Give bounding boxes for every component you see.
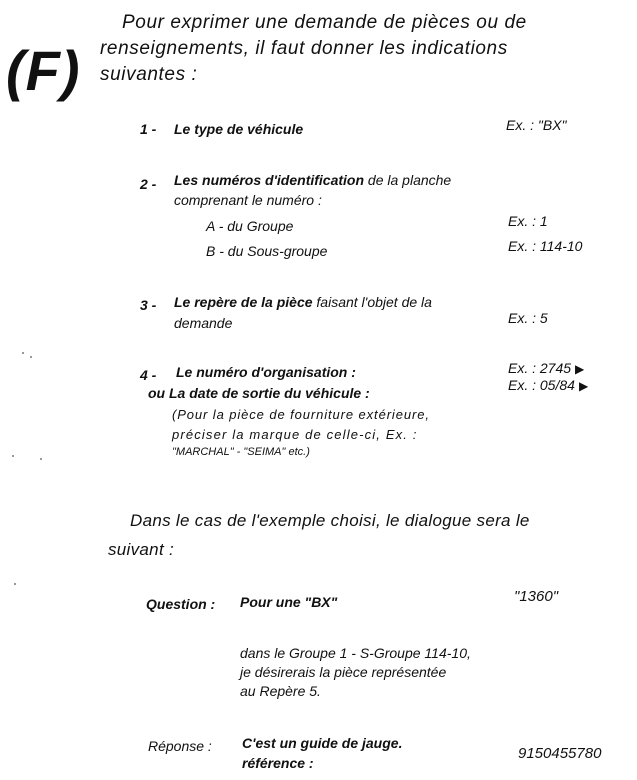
answer-line-2: référence :	[242, 755, 314, 771]
item-4-line2	[148, 385, 370, 401]
intro-line-1: Pour exprimer une demande de pièces ou de	[122, 12, 527, 33]
item-4-or-prefix: ou	[148, 385, 166, 401]
item-3-example: Ex. : 5	[508, 310, 548, 326]
item-4-example2	[508, 377, 588, 393]
item-4-example	[508, 360, 584, 376]
item-4-example2-text: Ex. : 05/84	[508, 377, 575, 393]
scan-speck	[30, 356, 32, 358]
item-4-number: 4 -	[140, 367, 157, 383]
item-2-label	[174, 172, 451, 188]
arrow-right-icon: ▶	[578, 379, 589, 393]
item-2-bold-text: Les numéros d'identification	[174, 172, 365, 188]
scan-speck	[22, 352, 24, 354]
item-3-line2: demande	[174, 315, 233, 331]
scan-speck	[40, 458, 42, 460]
intro-line-2: renseignements, il faut donner les indications	[100, 38, 508, 59]
item-3-normal-text: faisant l'objet de la	[312, 294, 432, 310]
item-4-bold2: La date de sortie du véhicule :	[169, 385, 370, 401]
item-2-sub-b-example: Ex. : 114-10	[508, 238, 583, 254]
item-3-label	[174, 294, 432, 310]
arrow-right-icon: ▶	[575, 362, 585, 376]
item-1-label: Le type de véhicule	[174, 121, 304, 137]
item-4-note-line-1: (Pour la pièce de fourniture extérieure,	[172, 407, 430, 422]
item-1-example: Ex. : "BX"	[506, 117, 567, 133]
question-line-3: au Repère 5.	[240, 683, 321, 699]
answer-code: 9150455780	[518, 745, 602, 762]
item-4-example-text: Ex. : 2745	[508, 360, 572, 376]
scan-speck	[12, 455, 14, 457]
question-label: Question :	[146, 596, 216, 612]
item-1-number: 1 -	[140, 121, 157, 137]
item-3-bold-text: Le repère de la pièce	[174, 294, 313, 310]
item-2-sub-b: B - du Sous-groupe	[206, 243, 328, 259]
item-2-number: 2 -	[140, 176, 157, 192]
item-4-note-line-3: "MARCHAL" - "SEIMA" etc.)	[172, 446, 310, 458]
item-2-sub-a: A - du Groupe	[206, 218, 294, 234]
question-line-1: dans le Groupe 1 - S-Groupe 114-10,	[240, 645, 471, 661]
item-2-line2: comprenant le numéro :	[174, 192, 322, 208]
scan-speck	[14, 583, 16, 585]
item-4-note-line-2: préciser la marque de celle-ci, Ex. :	[172, 427, 418, 442]
question-line-2: je désirerais la pièce représentée	[240, 664, 447, 680]
answer-line-1: C'est un guide de jauge.	[242, 735, 403, 751]
item-2-normal-text: de la planche	[364, 172, 452, 188]
answer-label: Réponse :	[148, 738, 212, 754]
intro-line-3: suivantes :	[100, 64, 198, 85]
section-letter: (F)	[6, 39, 81, 102]
item-2-sub-a-example: Ex. : 1	[508, 213, 548, 229]
example-intro-line-2: suivant :	[108, 540, 175, 559]
item-4-label: Le numéro d'organisation :	[176, 364, 356, 380]
item-3-number: 3 -	[140, 297, 157, 313]
question-code: "1360"	[514, 588, 559, 605]
question-text: Pour une "BX"	[240, 594, 338, 610]
example-intro-line-1: Dans le cas de l'exemple choisi, le dialogue sera le	[130, 511, 530, 530]
